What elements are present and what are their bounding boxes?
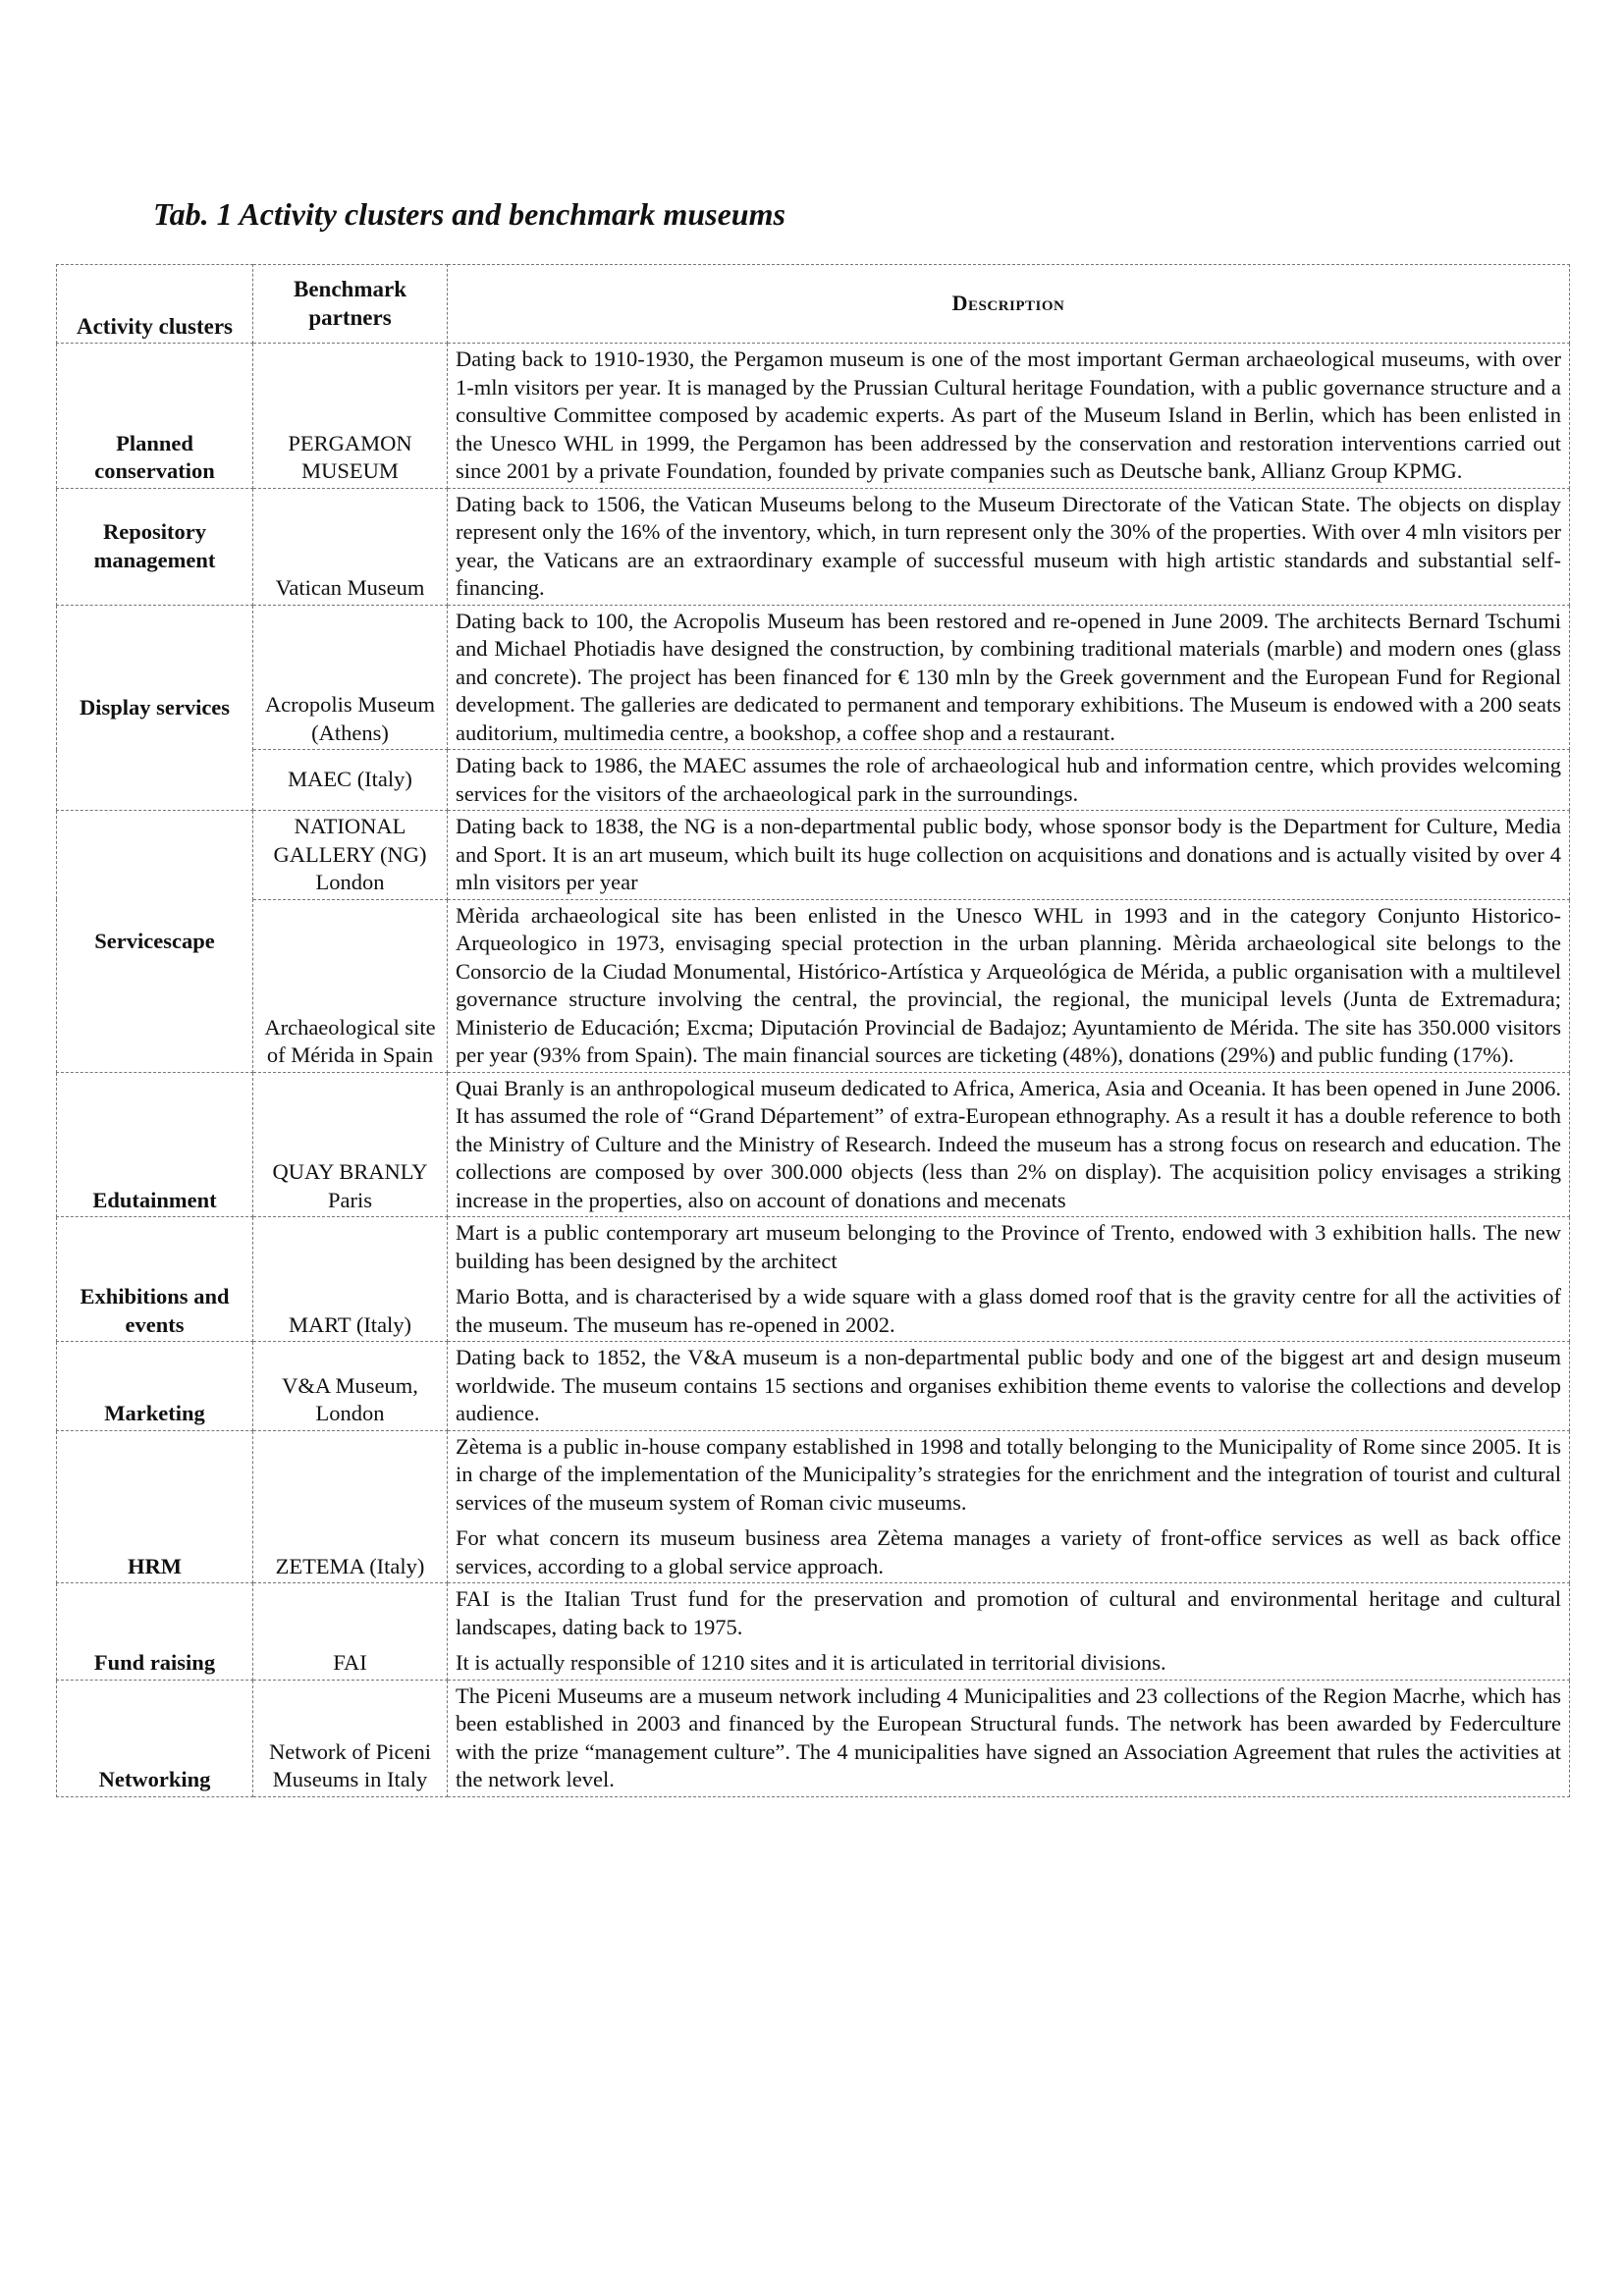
activity-cluster-cell: Display services	[57, 605, 253, 811]
activity-cluster-cell: HRM	[57, 1430, 253, 1583]
description-paragraph: Quai Branly is an anthropological museum dedicated to Africa, America, Asia and Oceania. It has been opened in June 2006. It has assumed the role of “Grand Département” of extra-European ethnography. As a result it has a double reference to both the Ministry of Culture and the Ministry of Research. Indeed the museum has a strong focus on research and education. The collections are composed by over 300.000 objects (less than 2% on display). The acquisition policy envisages a striking increase in the properties, also on account of donations and mecenats	[456, 1075, 1561, 1212]
description-paragraph: Dating back to 1852, the V&A museum is a non-departmental public body and one of the biggest art and design museum worldwide. The museum contains 15 sections and organises exhibition theme events to valorise the collections and develop audience.	[456, 1345, 1561, 1425]
table-row	[57, 488, 1570, 605]
table-row	[57, 605, 1570, 750]
description-paragraph: Mario Botta, and is characterised by a wide square with a glass domed roof that is the gravity centre for all the activities of the museum. The museum has re-opened in 2002.	[456, 1284, 1561, 1337]
activity-cluster-cell: Planned conservation	[57, 344, 253, 489]
benchmark-partner-cell: NATIONAL GALLERY (NG) London	[253, 811, 448, 900]
description-cell	[448, 1072, 1570, 1217]
table-row	[57, 1583, 1570, 1681]
description-paragraph: Dating back to 1910-1930, the Pergamon museum is one of the most important German archaeological museums, with over 1-mln visitors per year. It is managed by the Prussian Cultural heritage Foundation, with a public governance structure and a consultive Committee composed by academic experts. As part of the Museum Island in Berlin, which has been enlisted in the Unesco WHL in 1999, the Pergamon has been addressed by the conservation and restoration interventions carried out since 2001 by a private Foundation, founded by private companies such as Deutsche bank, Allianz Group KPMG.	[456, 347, 1561, 483]
description-paragraph: Mart is a public contemporary art museum belonging to the Province of Trento, endowed with 3 exhibition halls. The new building has been designed by the architect	[456, 1220, 1561, 1273]
table-row	[57, 1072, 1570, 1217]
table-caption: Tab. 1 Activity clusters and benchmark museums	[153, 196, 785, 232]
description-cell	[448, 488, 1570, 605]
header-activity-clusters: Activity clusters	[57, 265, 253, 344]
benchmark-table	[56, 264, 1570, 1797]
table-row	[57, 1342, 1570, 1431]
benchmark-partner-cell: Network of Piceni Museums in Italy	[253, 1680, 448, 1796]
activity-cluster-cell: Repository management	[57, 488, 253, 605]
description-cell	[448, 1680, 1570, 1796]
activity-cluster-cell: Exhibitions and events	[57, 1217, 253, 1342]
table-row	[57, 1680, 1570, 1796]
benchmark-partner-cell: ZETEMA (Italy)	[253, 1430, 448, 1583]
description-paragraph: Dating back to 1506, the Vatican Museums belong to the Museum Directorate of the Vatican State. The objects on display represent only the 16% of the inventory, which, in turn represent only the 30% of the properties. With over 4 mln visitors per year, the Vaticans are an extraordinary example of successful museum with high artistic standards and substantial self-financing.	[456, 491, 1561, 600]
description-cell	[448, 750, 1570, 811]
description-paragraph: Dating back to 1838, the NG is a non-departmental public body, whose sponsor body is the Department for Culture, Media and Sport. It is an art museum, which built its huge collection on acquisitions and donations and is actually visited by over 4 mln visitors per year	[456, 814, 1561, 894]
activity-cluster-cell: Fund raising	[57, 1583, 253, 1681]
benchmark-partner-cell: Archaeological site of Mérida in Spain	[253, 899, 448, 1072]
description-cell	[448, 899, 1570, 1072]
benchmark-partner-cell: Acropolis Museum (Athens)	[253, 605, 448, 750]
description-cell	[448, 1430, 1570, 1583]
description-cell	[448, 344, 1570, 489]
activity-cluster-cell: Servicescape	[57, 811, 253, 1073]
table-row	[57, 811, 1570, 900]
table-row	[57, 750, 1570, 811]
description-paragraph: FAI is the Italian Trust fund for the preservation and promotion of cultural and environmental heritage and cultural landscapes, dating back to 1975.	[456, 1586, 1561, 1639]
activity-cluster-cell: Marketing	[57, 1342, 253, 1431]
header-row	[57, 265, 1570, 344]
description-paragraph: For what concern its museum business area Zètema manages a variety of front-office services as well as back office services, according to a global service approach.	[456, 1525, 1561, 1578]
description-paragraph: It is actually responsible of 1210 sites and it is articulated in territorial divisions.	[456, 1650, 1166, 1675]
benchmark-partner-cell: FAI	[253, 1583, 448, 1681]
description-cell	[448, 1217, 1570, 1342]
benchmark-partner-cell: MART (Italy)	[253, 1217, 448, 1342]
description-cell	[448, 1342, 1570, 1431]
table-row	[57, 899, 1570, 1072]
description-cell	[448, 811, 1570, 900]
benchmark-partner-cell: PERGAMON MUSEUM	[253, 344, 448, 489]
table-row	[57, 1217, 1570, 1342]
benchmark-partner-cell: MAEC (Italy)	[253, 750, 448, 811]
benchmark-partner-cell: V&A Museum, London	[253, 1342, 448, 1431]
description-paragraph: Dating back to 1986, the MAEC assumes the role of archaeological hub and information centre, which provides welcoming services for the visitors of the archaeological park in the surroundings.	[456, 753, 1561, 806]
description-paragraph: The Piceni Museums are a museum network including 4 Municipalities and 23 collections of the Region Macrhe, which has been established in 2003 and financed by the European Structural funds. The network has been awarded by Federculture with the prize “management culture”. The 4 municipalities have signed an Association Agreement that rules the activities at the network level.	[456, 1682, 1561, 1791]
header-description: Description	[448, 265, 1570, 344]
description-cell	[448, 1583, 1570, 1681]
description-paragraph: Zètema is a public in-house company established in 1998 and totally belonging to the Municipality of Rome since 2005. It is in charge of the implementation of the Municipality’s strategies for the enrichment and the integration of tourist and cultural services of the museum system of Roman civic museums.	[456, 1433, 1561, 1515]
activity-cluster-cell: Edutainment	[57, 1072, 253, 1217]
table-row	[57, 344, 1570, 489]
description-paragraph: Mèrida archaeological site has been enlisted in the Unesco WHL in 1993 and in the category Conjunto Historico-Arqueologico in 1973, envisaging special protection in the urban planning. Mèrida archaeological site belongs to the Consorcio de la Ciudad Monumental, Histórico-Artística y Arqueológica de Mérida, a public organisation with a multilevel governance structure involving the central, the provincial, the regional, the municipal levels (Junta de Extremadura; Ministerio de Educación; Excma; Diputación Provincial de Badajoz; Ayuntamiento de Mérida. The site has 350.000 visitors per year (93% from Spain). The main financial sources are ticketing (48%), donations (29%) and public funding (17%).	[456, 902, 1561, 1067]
header-benchmark-partners: Benchmark partners	[253, 265, 448, 344]
description-cell	[448, 605, 1570, 750]
description-paragraph: Dating back to 100, the Acropolis Museum has been restored and re-opened in June 2009. The architects Bernard Tschumi and Michael Photiadis have designed the construction, by combining traditional materials (marble) and modern ones (glass and concrete). The project has been financed for € 130 mln by the Greek government and the European Fund for Regional development. The galleries are dedicated to permanent and temporary exhibitions. The Museum is endowed with a 200 seats auditorium, multimedia centre, a bookshop, a coffee shop and a restaurant.	[456, 608, 1561, 745]
activity-cluster-cell: Networking	[57, 1680, 253, 1796]
benchmark-partner-cell: QUAY BRANLY Paris	[253, 1072, 448, 1217]
benchmark-partner-cell: Vatican Museum	[253, 488, 448, 605]
table-row	[57, 1430, 1570, 1583]
